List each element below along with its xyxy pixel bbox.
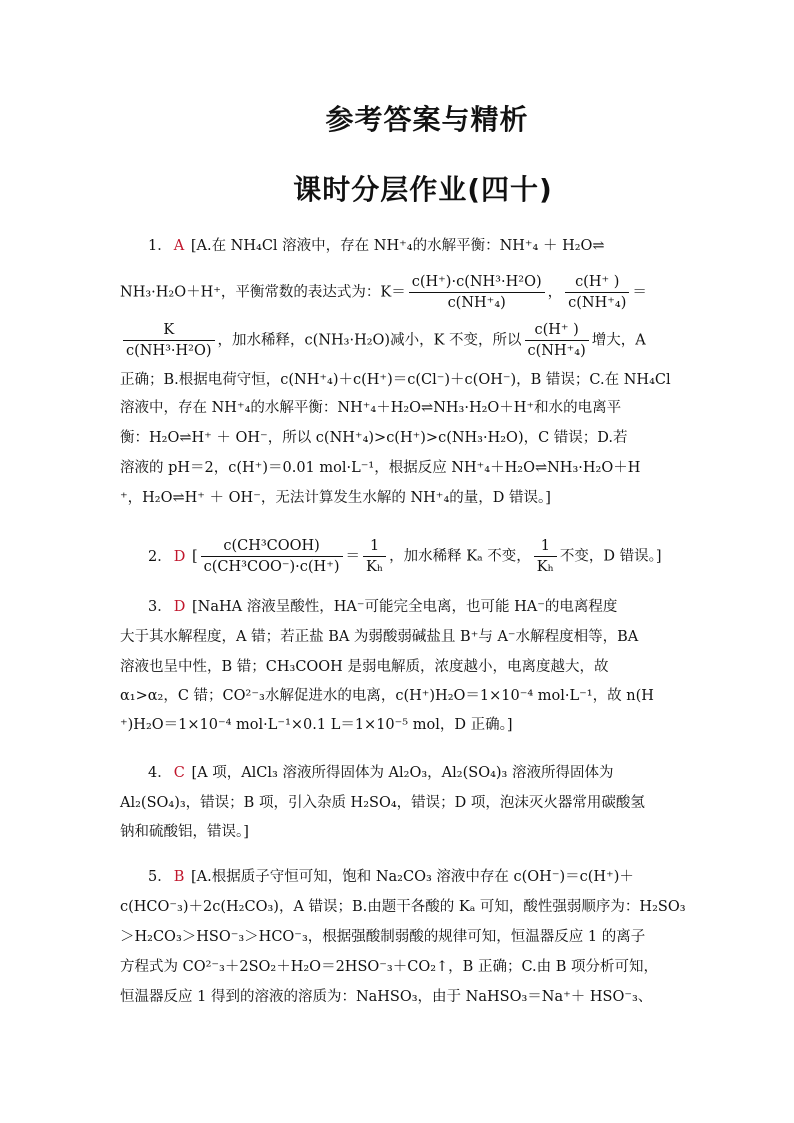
q2-fraction-2-den: Kₕ	[366, 559, 384, 575]
q1-fraction-k-num: c(H⁺)·c(NH³·H²O)	[409, 272, 545, 293]
q3-line-5: ⁺)H₂O＝1×10⁻⁴ mol·L⁻¹×0.1 L＝1×10⁻⁵ mol，D 正确。]	[120, 717, 513, 733]
q2-text-c: ，加水稀释 Kₐ 不变，	[389, 548, 531, 565]
q2-fraction-3	[534, 536, 557, 577]
q1-line-4: 正确；B.根据电荷守恒，c(NH⁺₄)＋c(H⁺)＝c(Cl⁻)＋c(OH⁻)，B 错误；C.在 NH₄Cl	[120, 372, 671, 388]
q5-text-1: [A.根据质子守恒可知，饱和 Na₂CO₃ 溶液中存在 c(OH⁻)＝c(H⁺)＋	[191, 869, 634, 885]
q1-line-6: 衡：H₂O⇌H⁺ ＋ OH⁻，所以 c(NH⁺₄)>c(H⁺)>c(NH₃·H₂O)，C 错误；D.若	[120, 430, 628, 446]
q3-line-1	[120, 597, 680, 617]
q1-text-3a: ，加水稀释，c(NH₃·H₂O)减小，K 不变，所以	[217, 332, 522, 349]
q1-line-5: 溶液中，存在 NH⁺₄的水解平衡：NH⁺₄＋H₂O⇌NH₃·H₂O＋H⁺和水的电离平	[120, 400, 622, 416]
q2-fraction-3-num: 1	[534, 536, 557, 557]
q5-line-3: ＞H₂CO₃＞HSO⁻₃＞HCO⁻₃，根据强酸制弱酸的规律可知，恒温器反应 1 的离子	[120, 929, 646, 945]
q2-answer: D	[173, 548, 186, 565]
q4-line-2: Al₂(SO₄)₃，错误；B 项，引入杂质 H₂SO₄，错误；D 项，泡沫灭火器常用碳酸氢	[120, 795, 645, 811]
q1-answer: A	[173, 238, 185, 254]
q1-text-2a: NH₃·H₂O＋H⁺，平衡常数的表达式为：K＝	[120, 284, 406, 301]
q5-line-5: 恒温器反应 1 得到的溶液的溶质为：NaHSO₃，由于 NaHSO₃＝Na⁺＋ HSO⁻₃、	[120, 989, 653, 1005]
q3-line-2: 大于其水解程度，A 错；若正盐 BA 为弱酸弱碱盐且 B⁺与 A⁻水解程度相等，BA	[120, 629, 639, 645]
q3-line-3: 溶液也呈中性，B 错；CH₃COOH 是弱电解质，浓度越小，电离度越大，故	[120, 659, 609, 675]
q3-text-1: [NaHA 溶液呈酸性，HA⁻可能完全电离，也可能 HA⁻的电离程度	[191, 599, 618, 615]
q4-number: 4．	[148, 765, 172, 781]
q5-line-4: 方程式为 CO²⁻₃＋2SO₂＋H₂O＝2HSO⁻₃＋CO₂↑，B 正确；C.由 B 项分析可知，	[120, 959, 658, 975]
q5-number: 5．	[148, 869, 172, 885]
q2-fraction-1-num: c(CH³COOH)	[201, 536, 343, 557]
q3-line-4: α₁>α₂，C 错；CO²⁻₃水解促进水的电离，c(H⁺)H₂O＝1×10⁻⁴ mol·L⁻¹，故 n(H	[120, 688, 654, 704]
q1-line-3	[120, 320, 680, 361]
q2-fraction-1-den: c(CH³COO⁻)·c(H⁺)	[203, 559, 340, 575]
q1-line-8: ⁺，H₂O⇌H⁺ ＋ OH⁻，无法计算发生水解的 NH⁺₄的量，D 错误。]	[120, 490, 551, 506]
q1-fraction-k-den: c(NH⁺₄)	[447, 295, 506, 311]
q1-fraction-ratio2-num: c(H⁺ )	[525, 320, 589, 341]
page-title: 参考答案与精析	[325, 103, 529, 136]
q4-text-1: [A 项，AlCl₃ 溶液所得固体为 Al₂O₃，Al₂(SO₄)₃ 溶液所得固体为	[191, 765, 614, 781]
q1-fraction-k2-den: c(NH³·H²O)	[126, 343, 212, 359]
q2-text-a: [	[191, 548, 198, 565]
q1-fraction-ratio-num: c(H⁺ )	[565, 272, 629, 293]
q1-text-2b: ，	[547, 284, 563, 301]
q1-fraction-ratio-den: c(NH⁺₄)	[568, 295, 627, 311]
q4-line-1	[120, 763, 680, 783]
q1-text-2c: ＝	[632, 284, 647, 301]
q1-number: 1．	[148, 238, 172, 254]
q5-answer: B	[173, 869, 185, 885]
q5-line-1	[120, 867, 680, 887]
q1-text-3b: 增大，A	[591, 332, 646, 349]
q3-number: 3．	[148, 599, 172, 615]
page-subtitle: 课时分层作业(四十)	[293, 173, 553, 206]
q2-fraction-3-den: Kₕ	[536, 559, 554, 575]
q2-fraction-2	[363, 536, 386, 577]
q1-fraction-k2-num: K	[123, 320, 215, 341]
q4-answer: C	[173, 765, 185, 781]
q1-fraction-ratio2-den: c(NH⁺₄)	[527, 343, 586, 359]
q5-line-2: c(HCO⁻₃)＋2c(H₂CO₃)，A 错误；B.由题干各酸的 Kₐ 可知，酸性强弱顺序为：H₂SO₃	[120, 899, 686, 915]
q2-fraction-2-num: 1	[363, 536, 386, 557]
q1-fraction-k	[409, 272, 545, 313]
q1-fraction-ratio	[565, 272, 629, 313]
q4-line-3: 钠和硫酸铝，错误。]	[120, 824, 249, 840]
q1-line-2	[120, 272, 680, 313]
q2-text-d: 不变，D 错误。]	[559, 548, 662, 565]
q3-answer: D	[173, 599, 186, 615]
q2-line-1	[120, 536, 680, 577]
q2-text-b: ＝	[345, 548, 361, 565]
q2-number: 2．	[148, 548, 172, 565]
q1-fraction-k2	[123, 320, 215, 361]
q1-line-7: 溶液的 pH＝2，c(H⁺)＝0.01 mol·L⁻¹，根据反应 NH⁺₄＋H₂O⇌NH₃·H₂O＋H	[120, 460, 641, 476]
q1-fraction-ratio2	[525, 320, 589, 361]
q1-text-1: [A.在 NH₄Cl 溶液中，存在 NH⁺₄的水解平衡：NH⁺₄ ＋ H₂O⇌	[190, 238, 605, 254]
q2-fraction-1	[201, 536, 343, 577]
q1-line-1	[120, 236, 680, 256]
